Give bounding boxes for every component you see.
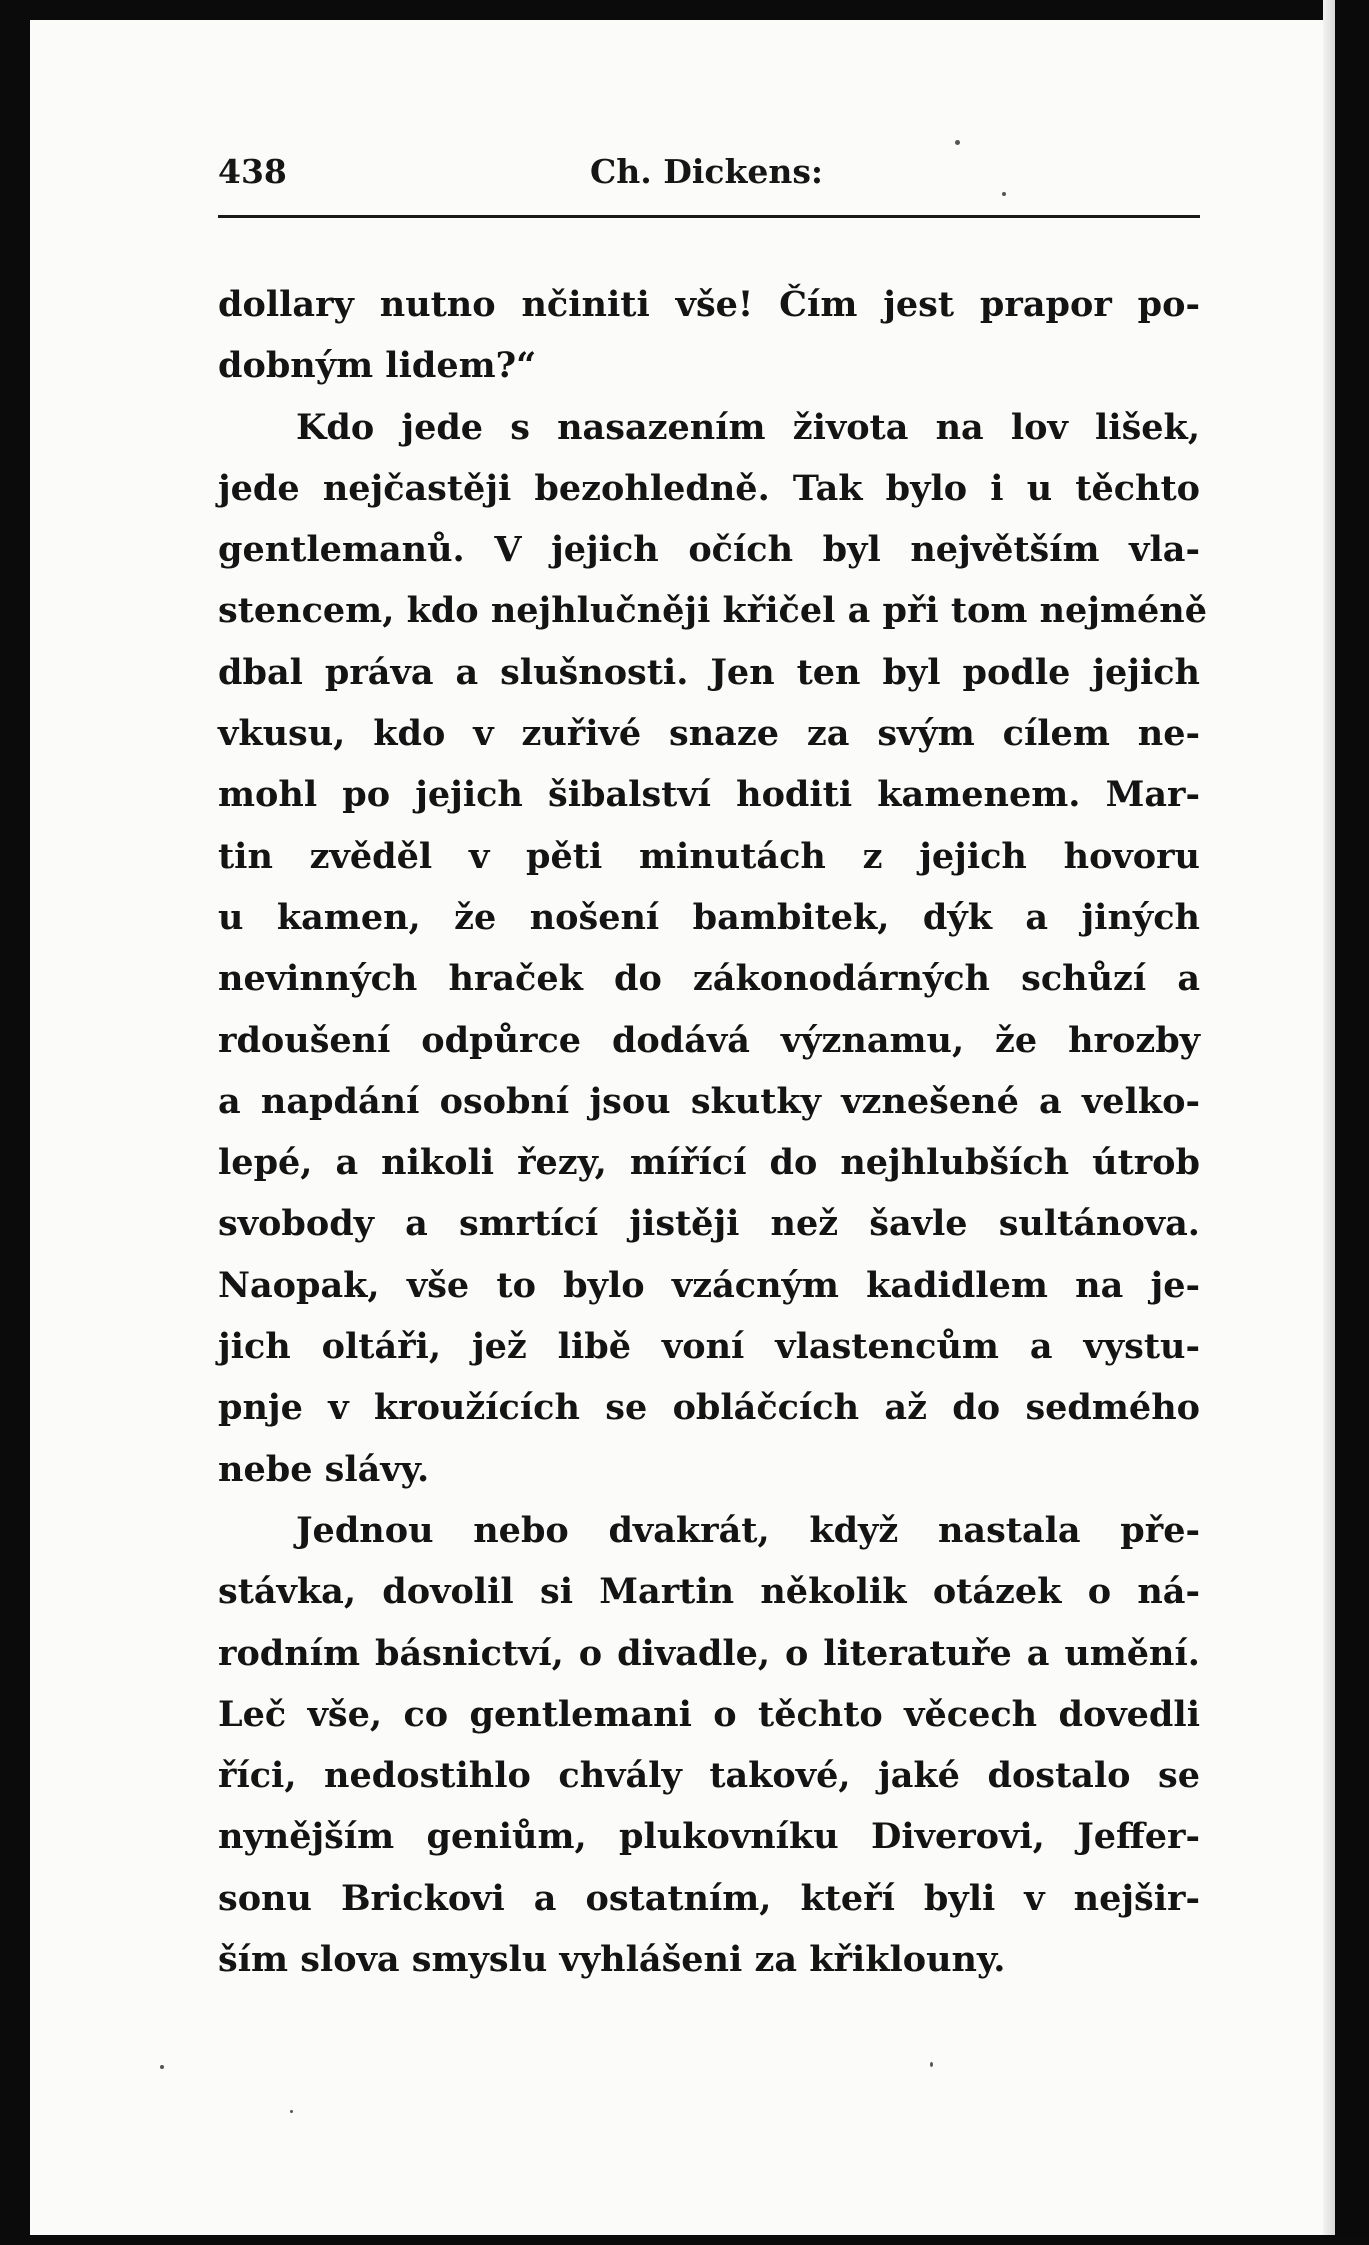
text-line: jich oltáři, jež libě voní vlastencům a vystu-: [218, 1326, 1200, 1368]
scan-speck: [930, 2062, 933, 2067]
text-line: svobody a smrtící jistěji než šavle sultánova.: [218, 1203, 1200, 1245]
scan-edge-right: [1335, 0, 1369, 2245]
scan-speck: [160, 2065, 164, 2069]
text-line: tin zvěděl v pěti minutách z jejich hovoru: [218, 835, 1200, 877]
scan-edge-top: [0, 0, 1369, 20]
text-line: rdoušení odpůrce dodává významu, že hrozby: [218, 1019, 1200, 1061]
text-line: rodním básnictví, o divadle, o literatuře a umění.: [218, 1632, 1200, 1674]
text-line: Jednou nebo dvakrát, když nastala pře-: [296, 1509, 1200, 1551]
text-line: vkusu, kdo v zuřivé snaze za svým cílem ne-: [218, 713, 1200, 755]
text-line: mohl po jejich šibalství hoditi kamenem. Mar-: [218, 774, 1200, 816]
text-line: u kamen, že nošení bambitek, dýk a jiných: [218, 896, 1200, 938]
scan-edge-left: [0, 0, 30, 2245]
text-line: dollary nutno nčiniti vše! Čím jest prapor po-: [218, 284, 1200, 325]
text-line: sonu Brickovi a ostatním, kteří byli v nejšir-: [218, 1877, 1200, 1919]
page-shadow: [1323, 0, 1335, 2245]
text-line: gentlemanů. V jejich očích byl největším vla-: [218, 529, 1200, 571]
scan-speck: [1002, 192, 1006, 196]
text-line: dbal práva a slušnosti. Jen ten byl podle jejich: [218, 651, 1200, 693]
text-line: pnje v kroužících se obláčcích až do sedmého: [218, 1387, 1200, 1429]
scan-edge-bottom: [0, 2235, 1369, 2245]
scan-speck: [955, 140, 960, 145]
text-line: stencem, kdo nejhlučněji křičel a při tom nejméně: [218, 590, 1207, 632]
text-line: nebe slávy.: [218, 1448, 430, 1490]
running-head: Ch. Dickens:: [590, 152, 824, 191]
text-line: Kdo jede s nasazením života na lov lišek,: [296, 406, 1200, 448]
text-line: lepé, a nikoli řezy, mířící do nejhlubších útrob: [218, 1142, 1200, 1184]
text-line: Leč vše, co gentlemani o těchto věcech dovedli: [218, 1693, 1200, 1735]
scan-speck: [290, 2110, 293, 2113]
text-line: ším slova smyslu vyhlášeni za křiklouny.: [218, 1939, 1006, 1981]
text-line: stávka, dovolil si Martin několik otázek o ná-: [218, 1571, 1200, 1613]
text-line: nynějším geniům, plukovníku Diverovi, Jeffer-: [218, 1816, 1200, 1858]
text-line: dobným lidem?“: [218, 345, 537, 387]
text-line: a napdání osobní jsou skutky vznešené a velko-: [218, 1080, 1200, 1122]
text-line: Naopak, vše to bylo vzácným kadidlem na je-: [218, 1264, 1200, 1306]
page-number: 438: [218, 152, 287, 191]
text-line: jede nejčastěji bezohledně. Tak bylo i u těchto: [218, 467, 1200, 509]
text-line: nevinných hraček do zákonodárných schůzí a: [218, 958, 1200, 1000]
body-text: [218, 274, 1207, 1990]
page-header: [218, 152, 1200, 202]
text-line: říci, nedostihlo chvály takové, jaké dostalo se: [218, 1755, 1200, 1797]
header-rule: [218, 215, 1200, 218]
